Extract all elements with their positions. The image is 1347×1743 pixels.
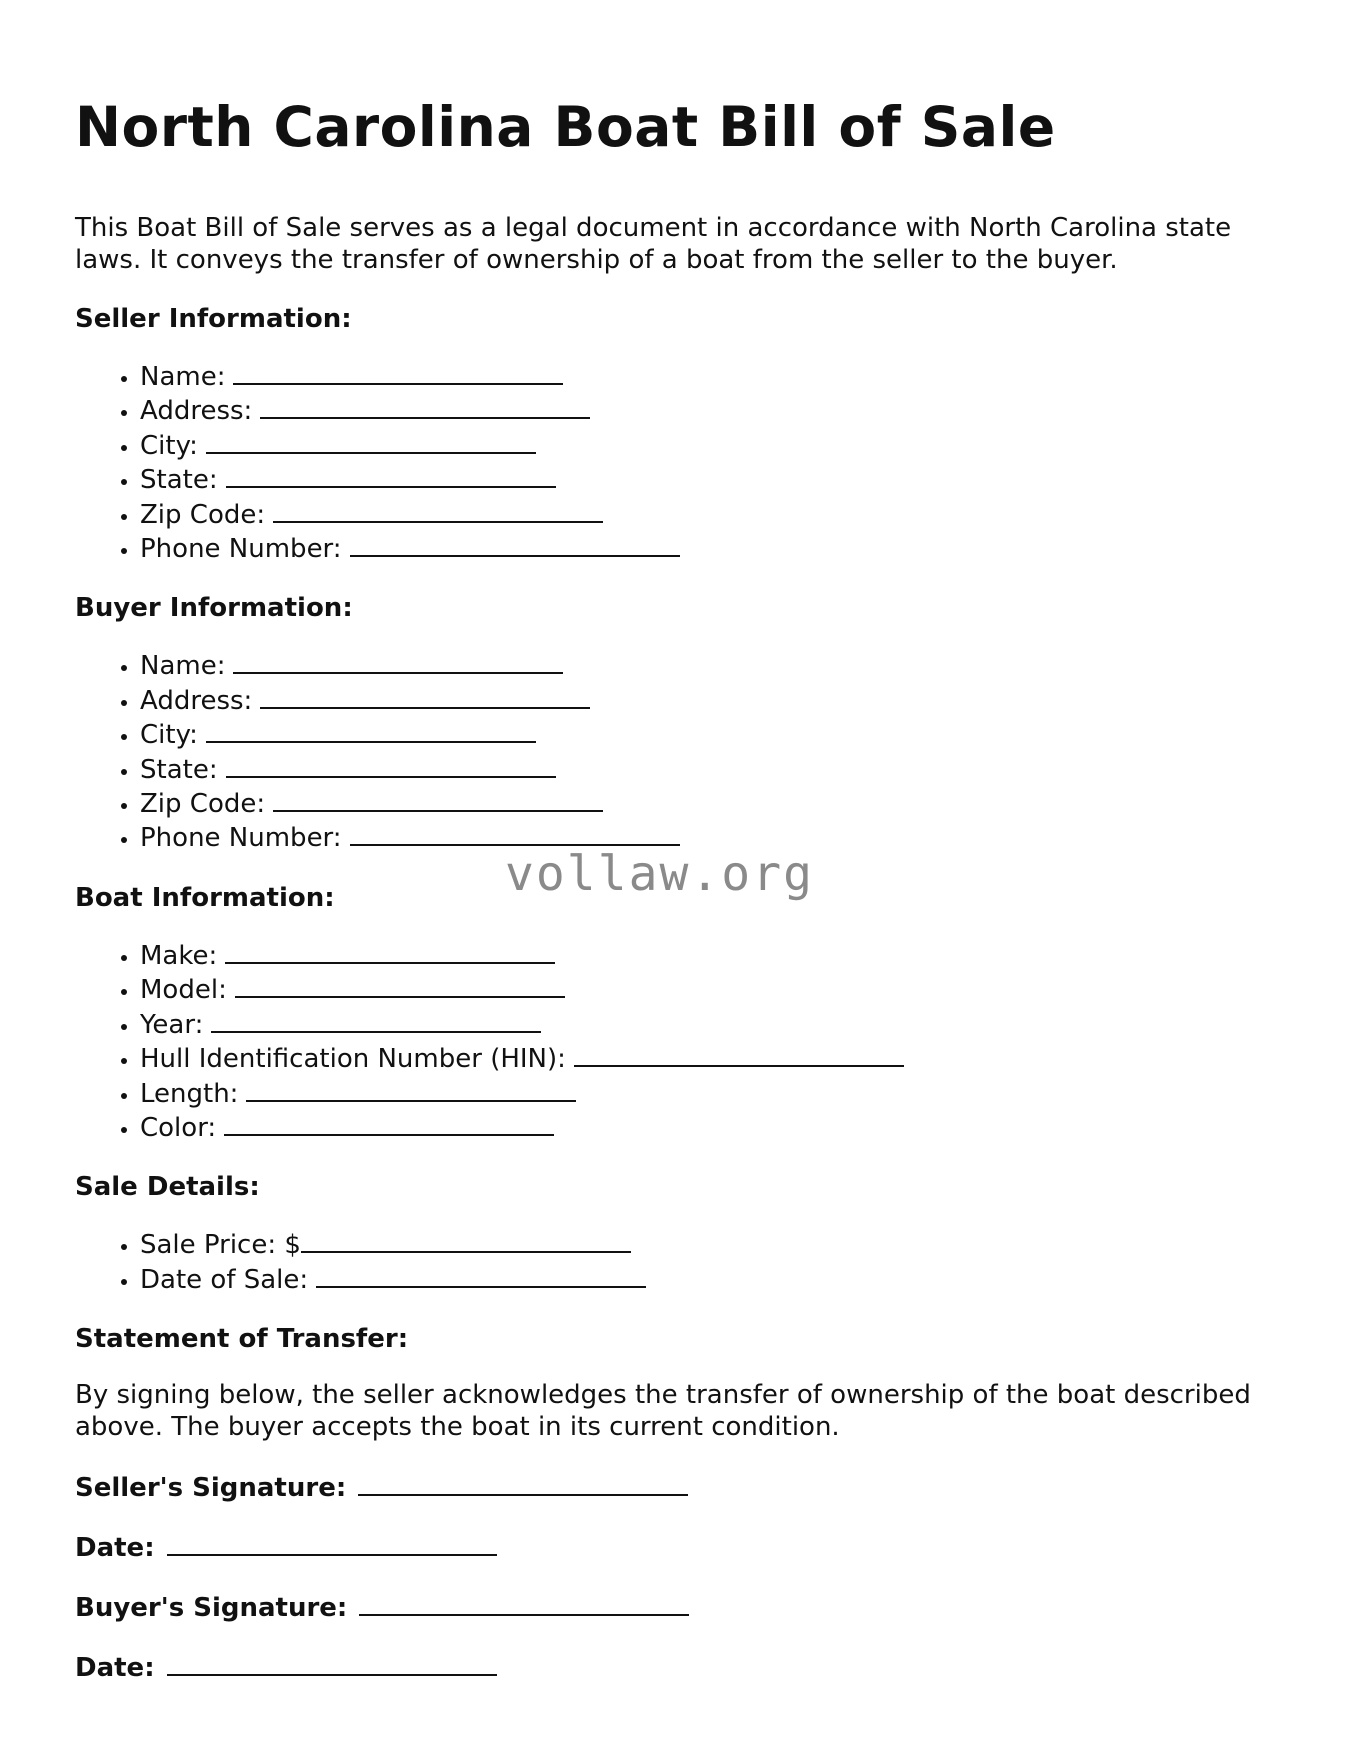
boat-model-field: • Model: xyxy=(140,972,1275,1006)
buyer-field-list xyxy=(75,648,1275,854)
sale-price-blank xyxy=(301,1227,631,1253)
buyer-name-blank xyxy=(233,648,563,674)
sale-heading: Sale Details: xyxy=(75,1172,260,1203)
boat-make-field: • Make: xyxy=(140,938,1275,972)
sale-field-list xyxy=(75,1227,1275,1296)
sale-date-field: • Date of Sale: xyxy=(140,1262,1275,1296)
boat-make-blank xyxy=(225,938,555,964)
transfer-heading: Statement of Transfer: xyxy=(75,1324,409,1355)
buyer-city-field: • City: xyxy=(140,717,1275,751)
buyer-city-blank xyxy=(206,717,536,743)
seller-phone-blank xyxy=(350,531,680,557)
boat-heading: Boat Information: xyxy=(75,882,335,913)
seller-date-line: Date: xyxy=(75,1530,1275,1564)
buyer-date-blank xyxy=(167,1650,497,1676)
seller-city-field: • City: xyxy=(140,428,1275,462)
seller-zip-field: • Zip Code: xyxy=(140,497,1275,531)
boat-model-blank xyxy=(235,972,565,998)
boat-color-blank xyxy=(224,1110,554,1136)
boat-length-blank xyxy=(246,1076,576,1102)
transfer-paragraph: By signing below, the seller acknowledges the transfer of ownership of the boat described above. The buyer accepts the boat in its current condition. xyxy=(75,1380,1251,1443)
boat-hin-field: • Hull Identification Number (HIN): xyxy=(140,1041,1275,1075)
seller-signature-line: Seller's Signature: xyxy=(75,1470,1275,1504)
buyer-address-blank xyxy=(260,683,590,709)
buyer-heading: Buyer Information: xyxy=(75,593,353,624)
boat-color-field: • Color: xyxy=(140,1110,1275,1144)
watermark: vollaw.org xyxy=(505,846,814,902)
buyer-signature-line: Buyer's Signature: xyxy=(75,1590,1275,1624)
seller-name-blank xyxy=(233,359,563,385)
buyer-state-field: • State: xyxy=(140,752,1275,786)
seller-date-blank xyxy=(167,1530,497,1556)
buyer-signature-blank xyxy=(359,1590,689,1616)
buyer-phone-blank xyxy=(350,820,680,846)
buyer-zip-blank xyxy=(273,786,603,812)
buyer-address-field: • Address: xyxy=(140,683,1275,717)
boat-field-list xyxy=(75,938,1275,1144)
buyer-zip-field: • Zip Code: xyxy=(140,786,1275,820)
boat-year-field: • Year: xyxy=(140,1007,1275,1041)
seller-heading: Seller Information: xyxy=(75,304,352,334)
buyer-date-line: Date: xyxy=(75,1650,1275,1684)
seller-zip-blank xyxy=(273,497,603,523)
sale-price-field: • Sale Price: $ xyxy=(140,1227,1275,1261)
boat-length-field: • Length: xyxy=(140,1076,1275,1110)
seller-address-field: • Address: xyxy=(140,393,1275,427)
seller-address-blank xyxy=(260,393,590,419)
intro-paragraph: This Boat Bill of Sale serves as a legal document in accordance with North Carolina state laws. It conveys the transfer of ownership of a boat from the seller to the buyer. xyxy=(75,213,1232,275)
seller-signature-blank xyxy=(358,1470,688,1496)
buyer-name-field: • Name: xyxy=(140,648,1275,682)
buyer-phone-field: • Phone Number: xyxy=(140,820,1275,854)
buyer-state-blank xyxy=(226,752,556,778)
seller-state-field: • State: xyxy=(140,462,1275,496)
boat-hin-blank xyxy=(574,1041,904,1067)
seller-phone-field: • Phone Number: xyxy=(140,531,1275,565)
document-title: North Carolina Boat Bill of Sale xyxy=(75,95,1056,159)
seller-state-blank xyxy=(226,462,556,488)
seller-name-field: • Name: xyxy=(140,359,1275,393)
sale-date-blank xyxy=(316,1262,646,1288)
seller-city-blank xyxy=(206,428,536,454)
seller-field-list xyxy=(75,359,1275,565)
boat-year-blank xyxy=(211,1007,541,1033)
